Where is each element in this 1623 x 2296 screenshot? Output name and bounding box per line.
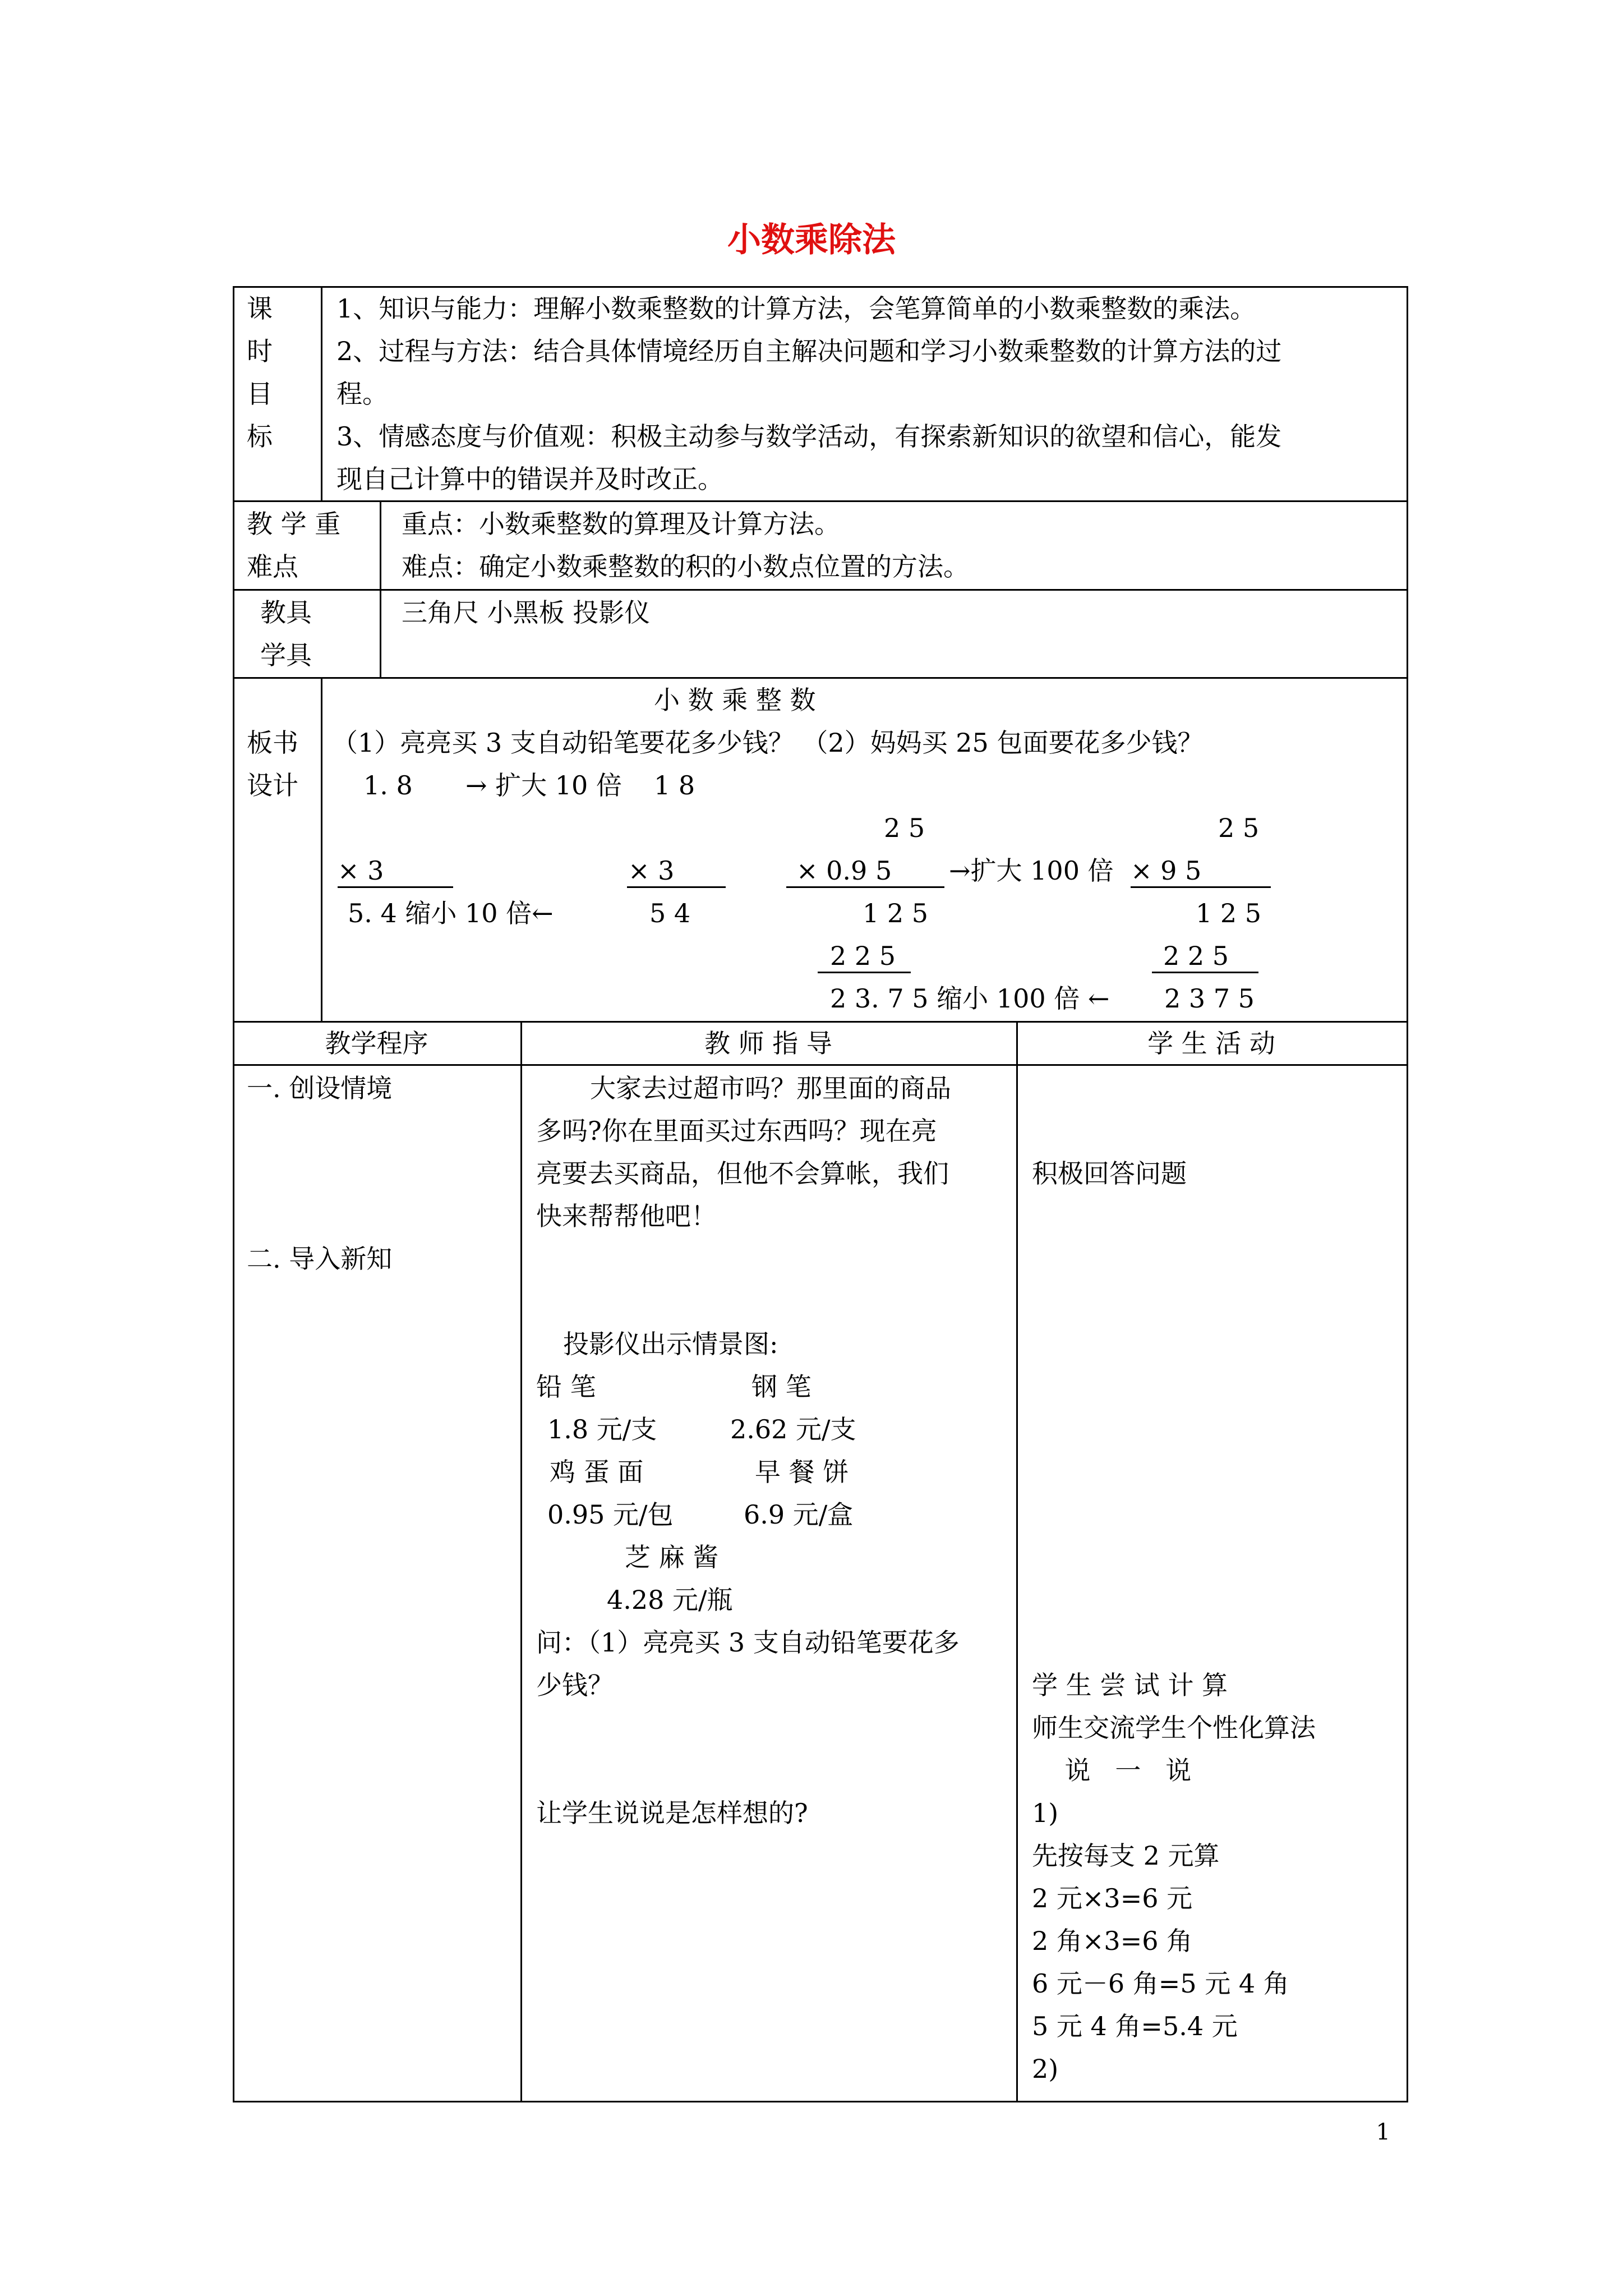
step-label: 二. 导入新知	[247, 1244, 393, 1274]
calc-multiplier: × 0.9 5	[796, 855, 892, 886]
board-label: 板书	[247, 728, 298, 758]
step-label: 一. 创设情境	[247, 1073, 393, 1103]
calc-arrow: →扩大 100 倍	[949, 855, 1114, 886]
objective-line: 程。	[336, 379, 388, 409]
tools-content: 三角尺 小黑板 投影仪	[402, 597, 651, 628]
board-label: 设计	[247, 770, 298, 800]
student-line: 学 生 尝 试 计 算	[1032, 1670, 1228, 1700]
keypoints-label: 教 学 重	[247, 509, 341, 539]
teacher-prompt: 让学生说说是怎样想的?	[536, 1798, 808, 1828]
calc-operand: 2 5	[884, 813, 925, 843]
objectives-label-char: 课	[247, 293, 273, 324]
objective-line: 现自己计算中的错误并及时改正。	[336, 464, 723, 494]
teacher-line: 大家去过超市吗？那里面的商品	[590, 1073, 951, 1103]
item-name: 铅 笔	[536, 1372, 596, 1402]
student-line: 先按每支 2 元算	[1032, 1841, 1220, 1871]
calc-operand: 2 5	[1218, 813, 1260, 843]
item-price: 2.62 元/支	[730, 1414, 856, 1444]
calc-multiplier: × 9 5	[1131, 855, 1202, 886]
student-line: 说 一 说	[1032, 1755, 1192, 1786]
item-name: 早 餐 饼	[755, 1457, 849, 1487]
item-name: 鸡 蛋 面	[550, 1457, 644, 1487]
student-line: 2 元×3=6 元	[1032, 1883, 1193, 1913]
student-line: 师生交流学生个性化算法	[1032, 1713, 1316, 1743]
calc-operand: 1 8	[654, 770, 695, 800]
header-program: 教学程序	[325, 1028, 428, 1059]
calc-operand: 1. 8	[363, 770, 413, 800]
objectives-label-char: 目	[247, 379, 273, 409]
tools-label: 学具	[260, 640, 312, 670]
calc-partial: 2 2 5	[830, 941, 896, 971]
item-name: 芝 麻 酱	[625, 1542, 719, 1572]
header-student: 学 生 活 动	[1147, 1028, 1275, 1059]
page-number: 1	[1376, 2119, 1390, 2145]
calc-partial: 1 2 5	[1196, 898, 1262, 928]
calc-multiplier: × 3	[628, 855, 675, 886]
calc-result: 2 3 7 5	[1164, 983, 1255, 1014]
document-title: 小数乘除法	[727, 220, 896, 260]
item-price: 6.9 元/盒	[744, 1499, 854, 1530]
objective-line: 1、知识与能力：理解小数乘整数的计算方法，会笔算简单的小数乘整数的乘法。	[336, 293, 1256, 324]
calc-result: 5 4	[649, 898, 691, 928]
teacher-line: 亮要去买商品，但他不会算帐，我们	[536, 1158, 949, 1189]
projector-note: 投影仪出示情景图:	[563, 1329, 778, 1359]
teacher-question: 问：（1）亮亮买 3 支自动铅笔要花多	[536, 1627, 960, 1658]
calc-partial: 2 2 5	[1163, 941, 1229, 971]
item-price: 1.8 元/支	[547, 1414, 657, 1444]
keypoints-label: 难点	[247, 551, 298, 582]
board-heading: 小 数 乘 整 数	[654, 685, 816, 715]
tools-label: 教具	[260, 597, 312, 628]
teacher-question: 少钱？	[536, 1670, 614, 1700]
student-line: 2 角×3=6 角	[1032, 1926, 1193, 1956]
teacher-line: 多吗?你在里面买过东西吗？现在亮	[536, 1116, 937, 1146]
objectives-label-char: 标	[247, 421, 273, 452]
teacher-line: 快来帮帮他吧！	[536, 1201, 717, 1231]
calc-multiplier: × 3	[338, 855, 384, 886]
item-price: 0.95 元/包	[547, 1499, 674, 1530]
focus-point: 重点：小数乘整数的算理及计算方法。	[402, 509, 840, 539]
student-answer: 积极回答问题	[1032, 1158, 1187, 1189]
item-price: 4.28 元/瓶	[607, 1585, 733, 1615]
calc-result: 2 3. 7 5 缩小 100 倍 ←	[830, 983, 1110, 1014]
student-line: 6 元－6 角=5 元 4 角	[1032, 1968, 1289, 1999]
objectives-label-char: 时	[247, 336, 273, 366]
header-teacher: 教 师 指 导	[704, 1028, 832, 1059]
student-line: 5 元 4 角=5.4 元	[1032, 2011, 1238, 2041]
calc-result: 5. 4 缩小 10 倍←	[348, 898, 554, 928]
objective-line: 3、情感态度与价值观：积极主动参与数学活动，有探索新知识的欲望和信心，能发	[336, 421, 1282, 452]
calc-partial: 1 2 5	[863, 898, 929, 928]
board-questions: （1）亮亮买 3 支自动铅笔要花多少钱？ （2）妈妈买 25 包面要花多少钱？	[332, 728, 1204, 758]
item-name: 钢 笔	[751, 1372, 811, 1402]
calc-arrow: → 扩大 10 倍	[465, 770, 622, 800]
student-line: 2)	[1032, 2054, 1059, 2084]
student-line: 1)	[1032, 1798, 1059, 1828]
difficulty-point: 难点：确定小数乘整数的积的小数点位置的方法。	[402, 551, 969, 582]
objective-line: 2、过程与方法：结合具体情境经历自主解决问题和学习小数乘整数的计算方法的过	[336, 336, 1282, 366]
